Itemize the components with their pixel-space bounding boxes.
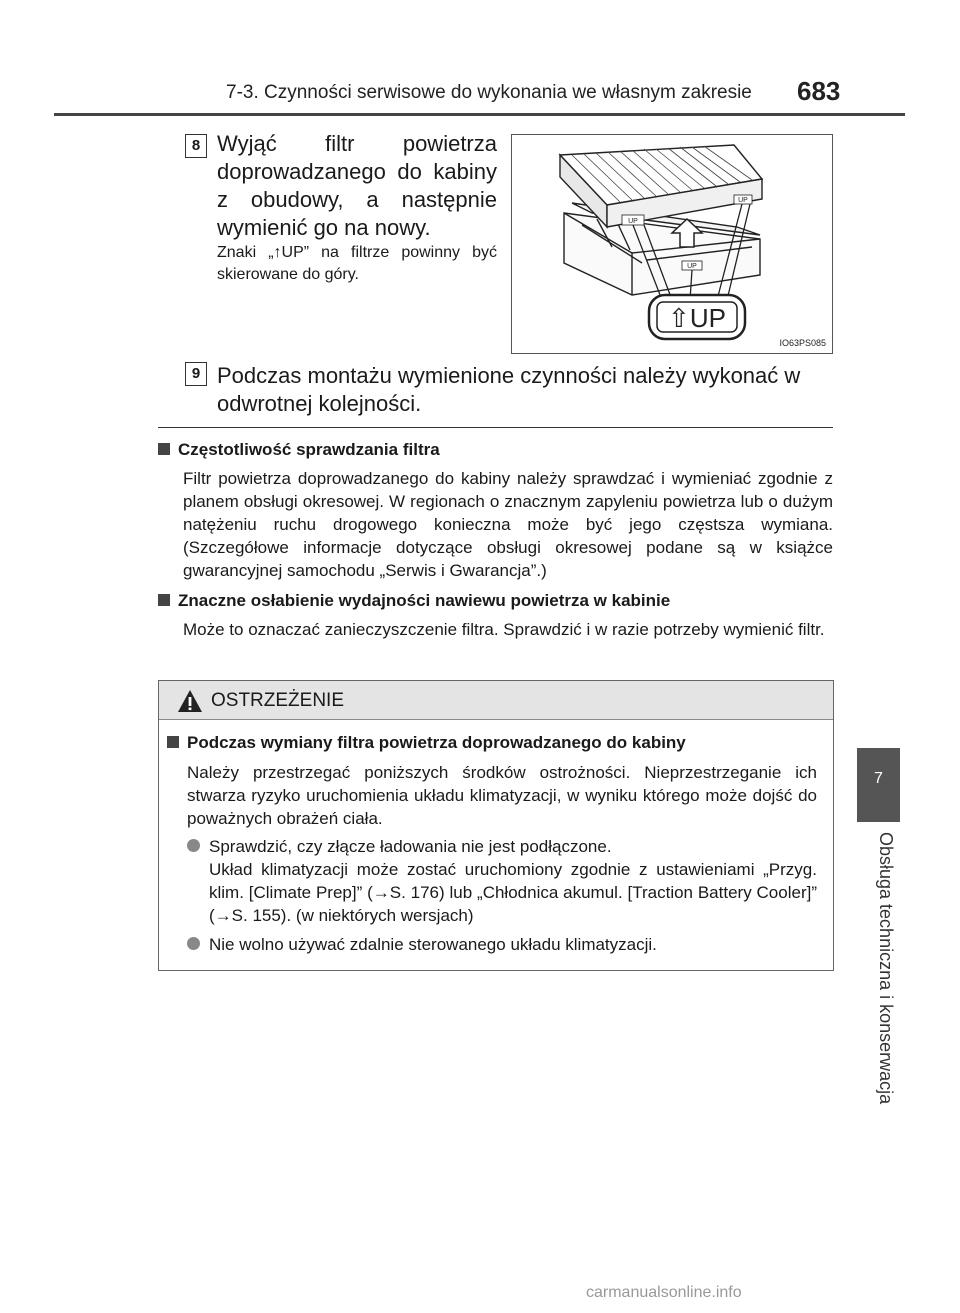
up-label-text: ⇧UP [668, 303, 726, 333]
step-instruction: Wyjąć filtr powietrza doprowadzanego do kabiny z obudowy, a następnie wymienić go na nowy. [217, 131, 497, 240]
step-instruction: Podczas montażu wymienione czynności należy wykonać w odwrotnej kolejności. [217, 363, 801, 416]
small-up-label: UP [738, 197, 748, 204]
circle-bullet-icon [187, 937, 200, 950]
step-number-badge: 8 [185, 134, 207, 158]
small-up-label: UP [628, 218, 638, 225]
section-body: Może to oznaczać zanieczyszczenie filtra. Sprawdzić i w razie potrzeby wymienić filtr. [183, 620, 825, 639]
chapter-tab [857, 748, 900, 822]
section-heading: Znaczne osłabienie wydajności nawiewu powietrza w kabinie [158, 591, 670, 611]
section-title: 7-3. Czynności serwisowe do wykonania we własnym zakresie [226, 82, 752, 103]
warning-box [158, 680, 834, 971]
square-bullet-icon [158, 443, 170, 455]
figure-code: IO63PS085 [779, 338, 826, 348]
section-heading: Częstotliwość sprawdzania filtra [158, 440, 440, 460]
section-body: Filtr powietrza doprowadzanego do kabiny należy sprawdzać i wymieniać zgodnie z planem obsługi okresowej. W regionach o znacznym zapyleniu powietrza lub o dużym natężeniu ruchu drogowego konieczna może być jego częstsza wymiana. (Szczegółowe informacje dotyczące obsługi okresowej podane są w książce gwarancyjnej samochodu „Serwis i Gwarancja”.) [183, 469, 833, 580]
square-bullet-icon [158, 594, 170, 606]
header-divider [54, 113, 905, 116]
step-note: Znaki „↑UP” na filtrze powinny być skierowane do góry. [217, 244, 497, 283]
circle-bullet-icon [187, 839, 200, 852]
chapter-number: 7 [874, 770, 883, 787]
page-number: 683 [797, 76, 841, 106]
warning-bullet: Nie wolno używać zdalnie sterowanego układu klimatyzacji. [187, 933, 817, 956]
warning-bullet: Sprawdzić, czy złącze ładowania nie jest podłączone. Układ klimatyzacji może zostać uruchomiony zgodnie z ustawieniami „Przyg. klim. [Climate Prep]” (→S. 176) lub „Chłodnica akumul. [Traction Battery Cooler]” (→S. 155). (w niektórych wersjach) [187, 835, 817, 927]
warning-heading: Podczas wymiany filtra powietrza doprowadzanego do kabiny [167, 733, 686, 753]
warning-header [159, 681, 833, 720]
filter-illustration [511, 134, 833, 354]
warning-title: OSTRZEŻENIE [211, 690, 345, 711]
warning-intro: Należy przestrzegać poniższych środków ostrożności. Nieprzestrzeganie ich stwarza ryzyko uruchomienia układu klimatyzacji, w wyniku którego może dojść do poważnych obrażeń ciała. [187, 763, 817, 828]
step-number-badge: 9 [185, 362, 207, 386]
watermark: carmanualsonline.info [586, 1284, 742, 1301]
small-up-label: UP [687, 263, 697, 270]
chapter-title: Obsługa techniczna i konserwacja [876, 832, 896, 1105]
section-divider [158, 427, 833, 428]
square-bullet-icon [167, 736, 179, 748]
warning-triangle-icon [177, 689, 203, 713]
